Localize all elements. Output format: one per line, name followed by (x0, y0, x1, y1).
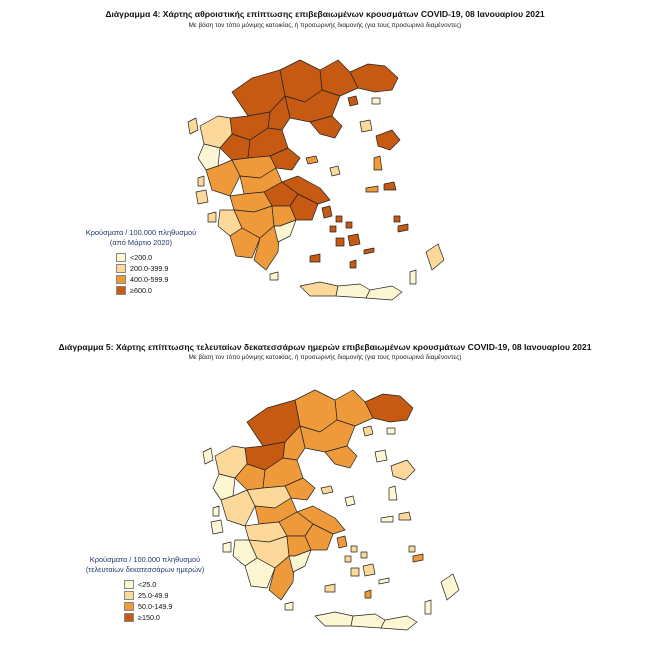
island-santorini (365, 590, 371, 598)
island-amorgos (379, 578, 389, 584)
legend-item: ≥150.0 (124, 612, 220, 623)
island-corfu (188, 118, 198, 134)
legend-swatch (116, 275, 126, 284)
island-kalymnos (394, 216, 400, 222)
island-samos (384, 182, 396, 190)
island-sporades (306, 156, 318, 164)
island-corfu (203, 448, 213, 464)
island-mykonos (346, 222, 352, 228)
island-samothraki (387, 428, 395, 434)
island-tinos (351, 546, 357, 552)
legend-item: 25.0-49.9 (124, 590, 220, 601)
map-1-subtitle: Με βάση τον τόπο μόνιμης κατοικίας, ή προσωρινής διαμονής (για τους προσωρινά διαμένοντες) (188, 22, 462, 29)
legend-swatch (124, 580, 134, 589)
map-1-legend (72, 228, 210, 296)
map-2-title: Διάγραμμα 5: Χάρτης επίπτωσης τελευταίων δεκατεσσάρων ημερών επιβεβαιωμένων κρουσμάτων COVID-19, 08 Ιανουαρίου 2021 (58, 342, 592, 352)
island-kythira (270, 272, 278, 280)
island-paros (351, 568, 359, 576)
island-lemnos (360, 120, 372, 132)
island-zakynthos (223, 542, 231, 552)
island-kefalonia (211, 520, 223, 534)
island-andros (337, 536, 347, 548)
island-tinos (336, 216, 342, 222)
region-east-macedonia (335, 390, 373, 426)
island-andros (322, 206, 332, 218)
island-naxos (363, 564, 375, 576)
island-crete-west (300, 282, 338, 296)
legend-item: 200.0-399.9 (116, 263, 210, 274)
greece-choropleth-map-2 (185, 360, 485, 660)
legend-swatch (116, 286, 126, 295)
map-2-legend-title: Κρούσματα / 100.000 πληθυσμού (τελευταίων δεκατεσσάρων ημερών) (85, 555, 205, 574)
island-karpathos (425, 600, 431, 614)
island-sporades (321, 486, 333, 494)
island-kalymnos (409, 546, 415, 552)
island-crete-east (366, 286, 402, 300)
legend-item: 50.0-149.9 (124, 601, 220, 612)
island-milos (325, 584, 335, 592)
legend-item: <200.0 (116, 252, 210, 263)
island-crete-central (336, 284, 370, 298)
island-rhodes (441, 574, 459, 600)
island-chios (374, 156, 382, 170)
map-2-regions (203, 390, 459, 630)
island-lemnos (375, 450, 387, 462)
map-1-legend-title: Κρούσματα / 100.000 πληθυσμού (από Μάρτιο 2020) (85, 228, 197, 247)
island-ikaria (366, 186, 378, 192)
island-crete-west (315, 612, 353, 626)
island-kos (413, 554, 423, 562)
island-zakynthos (208, 212, 216, 222)
island-syros (330, 226, 336, 232)
legend-item: <25.0 (124, 579, 220, 590)
island-santorini (350, 260, 356, 268)
island-milos (310, 254, 320, 262)
14-day-incidence-map-panel (0, 330, 650, 671)
island-samothraki (372, 98, 380, 104)
island-skyros (330, 166, 340, 176)
legend-swatch (116, 253, 126, 262)
island-paros (336, 238, 344, 246)
island-samos (399, 512, 411, 520)
map-2-legend (70, 555, 220, 623)
island-lefkada (198, 176, 204, 186)
island-crete-central (351, 614, 385, 628)
island-kos (398, 224, 408, 232)
legend-swatch (124, 613, 134, 622)
island-thasos (348, 96, 358, 106)
island-lesvos (376, 130, 400, 150)
island-ikaria (381, 516, 393, 522)
island-lefkada (213, 506, 219, 516)
greece-choropleth-map-1 (170, 30, 470, 320)
island-syros (345, 556, 351, 562)
island-skyros (345, 496, 355, 506)
island-lesvos (391, 460, 415, 480)
legend-item: ≥600.0 (116, 285, 210, 296)
island-amorgos (364, 248, 374, 254)
island-chios (389, 486, 397, 500)
map-2-subtitle: Με βάση τον τόπο μόνιμης κατοικίας, ή προσωρινής διαμονής (για τους προσωρινά διαμένοντες) (188, 354, 462, 361)
legend-item: 400.0-599.9 (116, 274, 210, 285)
island-karpathos (410, 270, 416, 284)
map-1-title: Διάγραμμα 4: Χάρτης αθροιστικής επίπτωσης επιβεβαιωμένων κρουσμάτων COVID-19, 08 Ιανουαρίου 2021 (105, 9, 545, 19)
island-naxos (348, 234, 360, 246)
island-mykonos (361, 552, 367, 558)
island-thasos (363, 426, 373, 436)
legend-swatch (124, 591, 134, 600)
island-crete-east (381, 616, 417, 630)
legend-swatch (116, 264, 126, 273)
island-rhodes (426, 244, 444, 270)
map-1-regions (188, 60, 444, 300)
region-east-macedonia (320, 60, 358, 96)
island-kefalonia (196, 190, 208, 204)
island-kythira (285, 602, 293, 610)
legend-swatch (124, 602, 134, 611)
cumulative-incidence-map-panel (0, 0, 650, 330)
